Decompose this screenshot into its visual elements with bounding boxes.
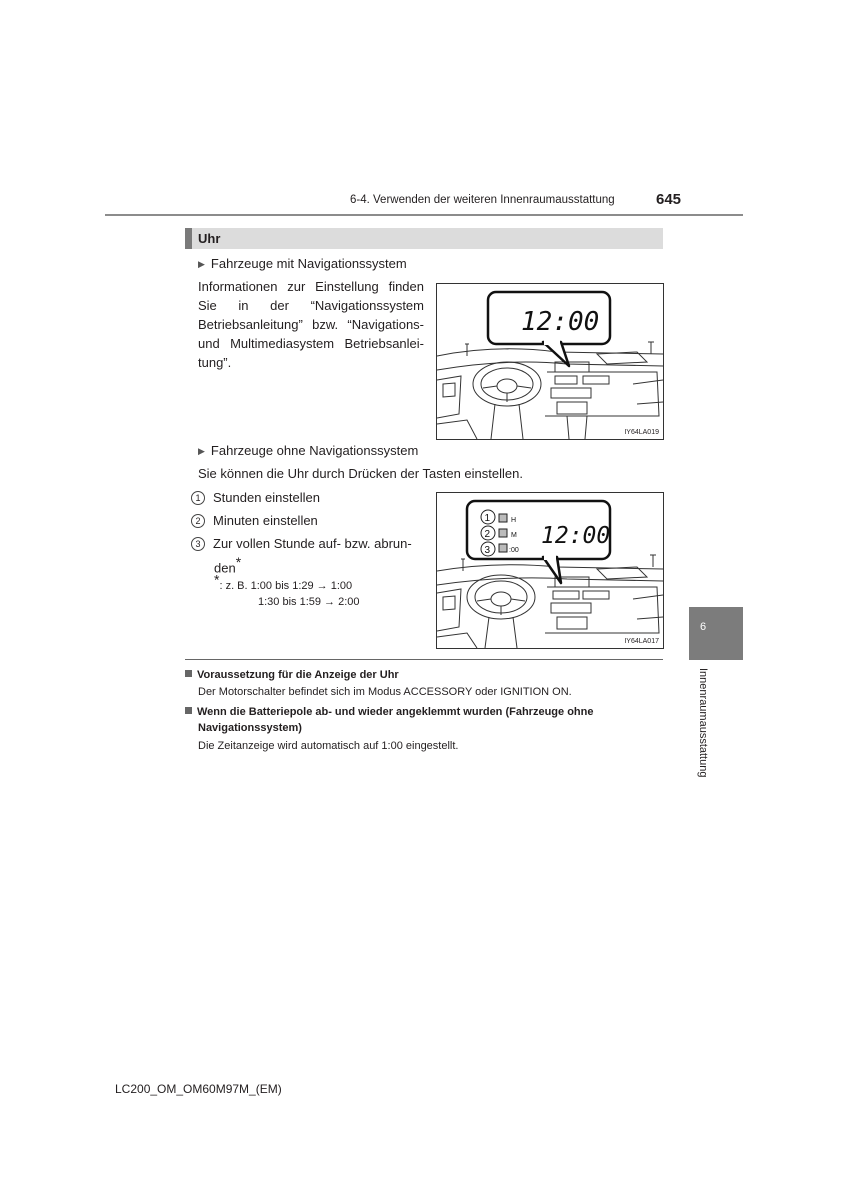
note-title-text: Voraussetzung für die Anzeige der Uhr bbox=[197, 669, 399, 681]
section-accent bbox=[185, 228, 192, 249]
triangle-bullet-icon: ▶ bbox=[198, 259, 205, 269]
square-bullet-icon bbox=[185, 707, 192, 714]
dashboard-illustration-nav bbox=[437, 284, 663, 439]
nav-paragraph-line: Informationen zur Einstellung finden bbox=[198, 279, 424, 294]
clock-display-text: 12:00 bbox=[521, 307, 600, 337]
notes-separator bbox=[185, 659, 663, 660]
footnote bbox=[214, 571, 353, 594]
nav-paragraph bbox=[198, 277, 424, 372]
note-text: Die Zeitanzeige wird automatisch auf 1:00 eingestellt. bbox=[198, 740, 459, 752]
note-title bbox=[185, 704, 662, 720]
step-number-circle: 3 bbox=[191, 537, 205, 551]
clock-display-text: 12:00 bbox=[541, 523, 611, 549]
step-text-line2: den bbox=[214, 560, 236, 576]
header-rule bbox=[105, 214, 743, 216]
step-text: Minuten einstellen bbox=[213, 513, 318, 528]
figure-dashboard-without-nav bbox=[436, 492, 664, 649]
figure-dashboard-with-nav bbox=[436, 283, 664, 440]
callout-number: 2 bbox=[484, 529, 491, 540]
step-item bbox=[191, 534, 425, 553]
chapter-tab bbox=[689, 607, 743, 660]
note-title-line2: Navigationssystem) bbox=[198, 722, 302, 734]
button-label-00: :00 bbox=[509, 547, 519, 554]
nav-paragraph-line: tung”. bbox=[198, 355, 232, 370]
step-item bbox=[191, 511, 318, 530]
subheading-with-nav-text: Fahrzeuge mit Navigationssystem bbox=[210, 256, 407, 271]
subheading-without-nav-text: Fahrzeuge ohne Navigationssystem bbox=[210, 443, 419, 458]
step-number-circle: 2 bbox=[191, 514, 205, 528]
step-item bbox=[191, 488, 320, 507]
subheading-without-nav bbox=[198, 441, 418, 462]
step-number-circle: 1 bbox=[191, 491, 205, 505]
nav-paragraph-line: Sie in der “Navigationssystem bbox=[198, 298, 424, 313]
nav-paragraph-line: Betriebsanleitung” bzw. “Navigations- bbox=[198, 317, 424, 332]
step-text: Zur vollen Stunde auf- bzw. abrun- bbox=[213, 536, 412, 551]
button-label-m: M bbox=[511, 532, 517, 539]
section-title: Uhr bbox=[198, 231, 221, 246]
chapter-number: 6 bbox=[700, 621, 707, 633]
document-code: LC200_OM_OM60M97M_(EM) bbox=[115, 1082, 282, 1096]
nav-paragraph-line: und Multimediasystem Betriebsanlei- bbox=[198, 336, 424, 351]
running-header-section: 6-4. Verwenden der weiteren Innenraumausstattung bbox=[350, 194, 615, 206]
figure-code: IY64LA019 bbox=[624, 429, 659, 436]
figure-code: IY64LA017 bbox=[624, 638, 659, 645]
triangle-bullet-icon: ▶ bbox=[198, 446, 205, 456]
note-title-text: Wenn die Batteriepole ab- und wieder angeklemmt wurden (Fahrzeuge ohne bbox=[197, 706, 594, 718]
footnote-line2: 1:30 bis 1:59 → 2:00 bbox=[258, 596, 360, 608]
callout-number: 3 bbox=[484, 545, 491, 556]
note-title bbox=[185, 667, 399, 683]
button-label-h: H bbox=[511, 517, 517, 524]
page-number: 645 bbox=[656, 191, 682, 208]
section-heading-bar bbox=[185, 228, 663, 249]
chapter-label: Innenraumausstattung bbox=[697, 668, 709, 778]
note-text: Der Motorschalter befindet sich im Modus ACCESSORY oder IGNITION ON. bbox=[198, 686, 572, 698]
subheading-with-nav bbox=[198, 254, 407, 275]
dashboard-illustration-no-nav bbox=[437, 493, 663, 648]
asterisk-mark: * bbox=[235, 554, 242, 570]
square-bullet-icon bbox=[185, 670, 192, 677]
no-nav-intro: Sie können die Uhr durch Drücken der Tasten einstellen. bbox=[198, 466, 523, 481]
footnote-asterisk: * bbox=[214, 571, 220, 588]
footnote-line1: : z. B. 1:00 bis 1:29 → 1:00 bbox=[219, 580, 353, 592]
callout-number: 1 bbox=[484, 513, 491, 524]
step-text: Stunden einstellen bbox=[213, 490, 320, 505]
